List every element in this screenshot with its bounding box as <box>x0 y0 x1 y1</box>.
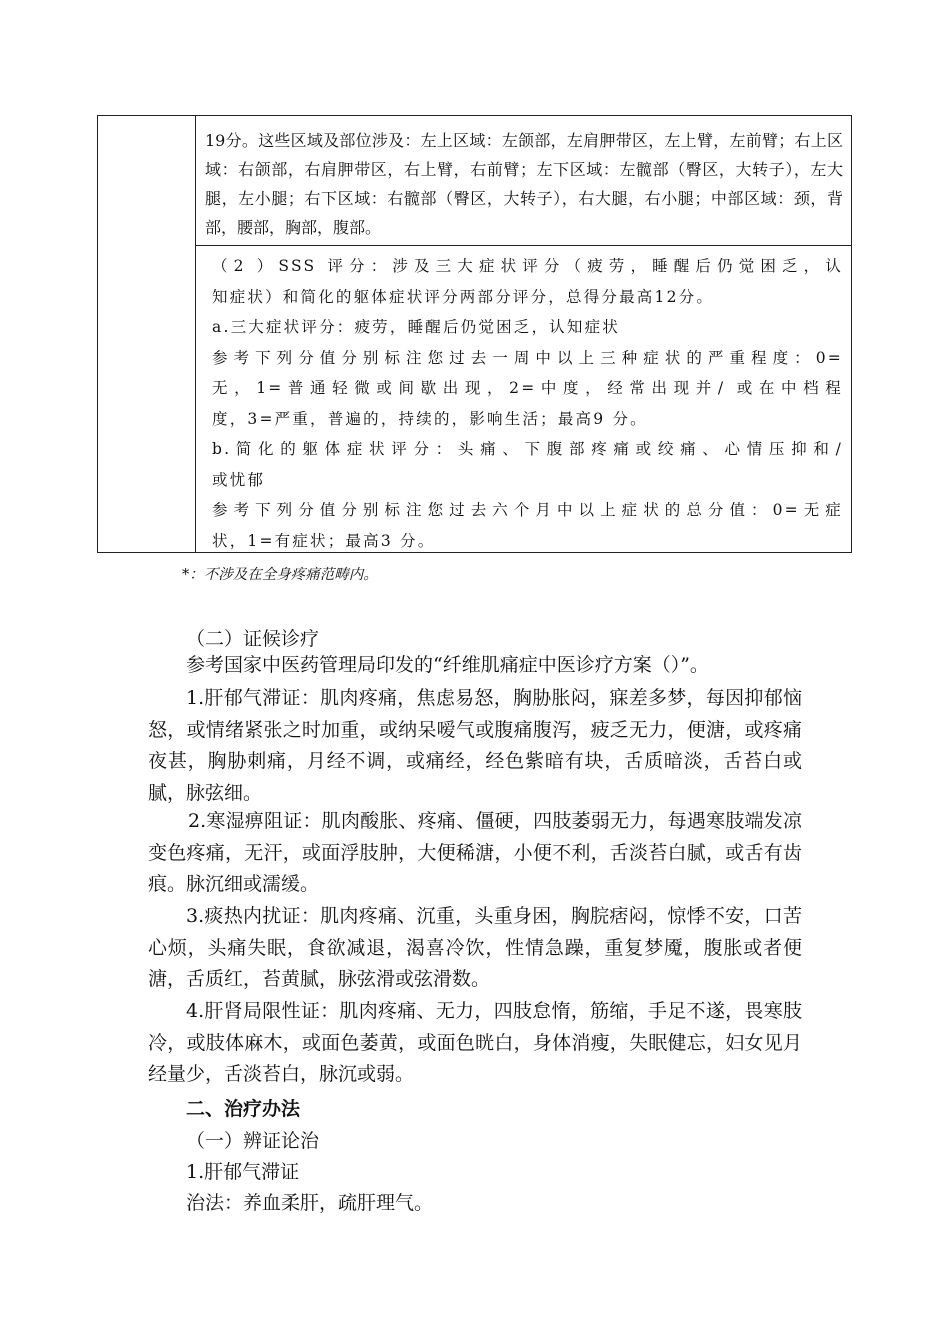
syndrome-2: 2.寒湿痹阻证：肌肉酸胀、疼痛、僵硬，四肢萎弱无力，每遇寒肢端发凉变色疼痛，无汗，或面浮肢肿，大便稀溏，小便不利，舌淡苔白腻，或舌有齿痕。脉沉细或濡缓。 <box>148 810 802 895</box>
table-footnote: *：不涉及在全身疼痛范畴内。 <box>182 567 378 583</box>
treatment-heading: 二、治疗办法 <box>186 1098 301 1120</box>
sss-a-title: a.三大症状评分：疲劳，睡醒后仍觉困乏，认知症状 <box>212 318 620 336</box>
table-row-region-list <box>196 116 851 246</box>
sss-b-line-1: b.简化的躯体症状评分：头痛、下腹部疼痛或绞痛、心情压抑和/ <box>212 440 843 458</box>
treatment-subheading: （一）辨证论治 <box>186 1130 320 1152</box>
region-list-text: 19分。这些区域及部位涉及：左上区域：左颌部，左肩胛带区，左上臂，左前臂；右上区域：右颌部，右肩胛带区，右上臂，右前臂；左下区域：左髋部（臀区，大转子），左大腿，左小腿；右下区域：右髋部（臀区，大转子），右大腿，右小腿；中部区域：颈，背部，腰部，胸部，腹部。 <box>205 131 843 237</box>
sss-a-line-1: 参考下列分值分别标注您过去一周中以上三种症状的严重程度：0= <box>212 348 843 367</box>
criteria-table <box>97 115 852 553</box>
sss-a-line-2: 无，1=普通轻微或间歇出现，2=中度，经常出现并/ 或在中档程 <box>212 379 843 397</box>
table-left-column <box>98 116 196 552</box>
sss-a-line-3: 度，3=严重，普遍的，持续的，影响生活；最高9 分。 <box>212 409 648 428</box>
table-row-sss <box>196 246 851 552</box>
syndrome-4: 4.肝肾局限性证：肌肉疼痛、无力，四肢怠惰，筋缩，手足不遂，畏寒肢冷，或肢体麻木，或面色萎黄，或面色晄白，身体消瘦，失眠健忘，妇女见月经量少，舌淡苔白，脉沉或弱。 <box>148 1000 802 1085</box>
section-reference: 参考国家中医药管理局印发的“纤维肌痛症中医诊疗方案（）”。 <box>186 654 709 676</box>
treatment-item-1: 1.肝郁气滞证 <box>186 1161 300 1183</box>
section-title: （二）证候诊疗 <box>186 628 320 650</box>
sss-line-1: （2 ）SSS 评分：涉及三大症状评分（疲劳，睡醒后仍觉困乏，认 <box>212 257 843 275</box>
sss-b-line-4: 状，1=有症状；最高3 分。 <box>212 531 436 550</box>
syndrome-3: 3.痰热内扰证：肌肉疼痛、沉重，头重身困，胸脘痞闷，惊悸不安，口苦心烦，头痛失眠，食欲减退，渴喜冷饮，性情急躁，重复梦魇，腹胀或者便溏，舌质红，苔黄腻，脉弦滑或弦滑数。 <box>148 905 802 990</box>
sss-b-line-2: 或忧郁 <box>212 470 266 489</box>
syndrome-1: 1.肝郁气滞证：肌肉疼痛，焦虑易怒，胸胁胀闷，寐差多梦，每因抑郁恼怒，或情绪紧张之时加重，或纳呆嗳气或腹痛腹泻，疲乏无力，便溏，或疼痛夜甚，胸胁刺痛，月经不调，或痛经，经色紫暗有块，舌质暗淡，舌苔白或腻，脉弦细。 <box>148 687 802 804</box>
treatment-method: 治法：养血柔肝，疏肝理气。 <box>186 1192 434 1214</box>
sss-b-line-3: 参考下列分值分别标注您过去六个月中以上症状的总分值：0=无症 <box>212 501 843 519</box>
sss-line-2: 知症状）和简化的躯体症状评分两部分评分，总得分最高12分。 <box>212 287 715 306</box>
